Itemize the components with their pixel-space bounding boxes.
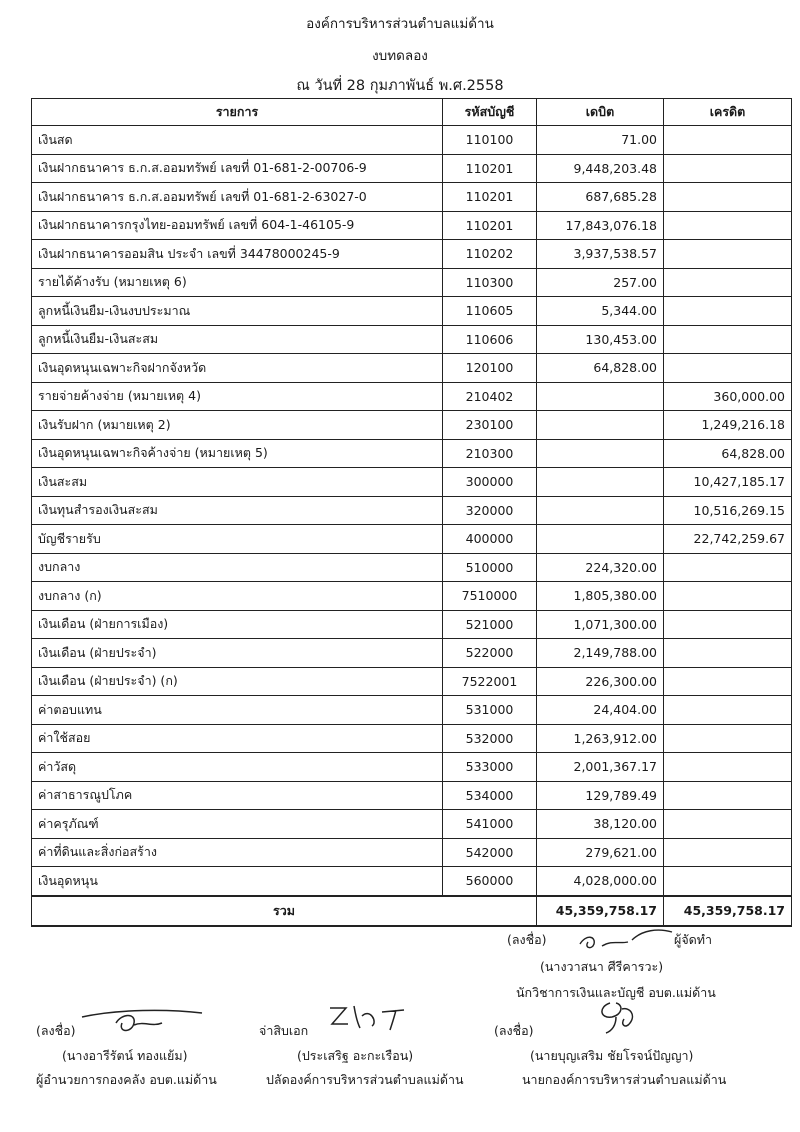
cell-item: ค่าสาธารณูปโภค <box>32 781 443 810</box>
table-row <box>32 753 792 782</box>
table-row <box>32 268 792 297</box>
cell-code: 110202 <box>443 240 537 269</box>
cell-debit: 2,001,367.17 <box>537 753 664 782</box>
cell-debit <box>537 468 664 497</box>
cell-credit <box>664 781 792 810</box>
cell-item: เงินเดือน (ฝ่ายประจำ) (ก) <box>32 667 443 696</box>
cell-item: เงินสด <box>32 126 443 155</box>
cell-credit <box>664 325 792 354</box>
cell-item: รายจ่ายค้างจ่าย (หมายเหตุ 4) <box>32 382 443 411</box>
cell-debit: 5,344.00 <box>537 297 664 326</box>
preparer-sign-suffix: ผู้จัดทำ <box>674 932 713 947</box>
cell-credit <box>664 297 792 326</box>
cell-item: ค่าครุภัณฑ์ <box>32 810 443 839</box>
cell-code: 120100 <box>443 354 537 383</box>
cell-credit: 64,828.00 <box>664 439 792 468</box>
cell-debit <box>537 382 664 411</box>
cell-debit: 2,149,788.00 <box>537 639 664 668</box>
cell-item: ลูกหนี้เงินยืม-เงินสะสม <box>32 325 443 354</box>
cell-credit <box>664 268 792 297</box>
deputy-position: ปลัดองค์การบริหารส่วนตำบลแม่ด้าน <box>266 1072 464 1087</box>
table-row <box>32 496 792 525</box>
cell-debit: 1,071,300.00 <box>537 610 664 639</box>
column-header-code: รหัสบัญชี <box>443 99 537 126</box>
cell-item: ลูกหนี้เงินยืม-เงินงบประมาณ <box>32 297 443 326</box>
cell-credit <box>664 126 792 155</box>
cell-code: 110300 <box>443 268 537 297</box>
table-row <box>32 468 792 497</box>
cell-item: รายได้ค้างรับ (หมายเหตุ 6) <box>32 268 443 297</box>
cell-debit: 224,320.00 <box>537 553 664 582</box>
cell-debit: 226,300.00 <box>537 667 664 696</box>
finance-director-name: (นางอารีรัตน์ ทองแย้ม) <box>62 1048 188 1063</box>
cell-code: 510000 <box>443 553 537 582</box>
cell-item: เงินฝากธนาคาร ธ.ก.ส.ออมทรัพย์ เลขที่ 01-681-2-00706-9 <box>32 154 443 183</box>
cell-code: 110605 <box>443 297 537 326</box>
cell-credit <box>664 724 792 753</box>
table-row <box>32 211 792 240</box>
cell-credit: 10,516,269.15 <box>664 496 792 525</box>
cell-debit <box>537 411 664 440</box>
table-body <box>32 126 792 896</box>
cell-credit <box>664 610 792 639</box>
chief-executive-name: (นายบุญเสริม ชัยโรจน์ปัญญา) <box>530 1048 694 1063</box>
preparer-position: นักวิชาการเงินและบัญชี อบต.แม่ด้าน <box>516 985 716 1000</box>
cell-item: บัญชีรายรับ <box>32 525 443 554</box>
cell-code: 110201 <box>443 154 537 183</box>
total-label: รวม <box>32 896 537 926</box>
cell-credit: 360,000.00 <box>664 382 792 411</box>
cell-credit <box>664 240 792 269</box>
cell-code: 230100 <box>443 411 537 440</box>
cell-code: 521000 <box>443 610 537 639</box>
chief-executive-sign-prefix: (ลงชื่อ) <box>494 1023 534 1038</box>
cell-code: 320000 <box>443 496 537 525</box>
cell-credit <box>664 753 792 782</box>
cell-code: 541000 <box>443 810 537 839</box>
cell-debit: 71.00 <box>537 126 664 155</box>
preparer-signature-image <box>572 922 682 956</box>
column-header-debit: เดบิต <box>537 99 664 126</box>
cell-code: 400000 <box>443 525 537 554</box>
cell-credit <box>664 553 792 582</box>
organization-title: องค์การบริหารส่วนตำบลแม่ด้าน <box>306 16 494 32</box>
cell-item: ค่าวัสดุ <box>32 753 443 782</box>
cell-debit: 38,120.00 <box>537 810 664 839</box>
cell-code: 532000 <box>443 724 537 753</box>
cell-credit <box>664 211 792 240</box>
cell-code: 534000 <box>443 781 537 810</box>
cell-debit: 17,843,076.18 <box>537 211 664 240</box>
table-row <box>32 582 792 611</box>
cell-debit: 687,685.28 <box>537 183 664 212</box>
cell-debit: 1,263,912.00 <box>537 724 664 753</box>
table-row <box>32 724 792 753</box>
table-row <box>32 525 792 554</box>
cell-credit <box>664 183 792 212</box>
table-header-row <box>32 99 792 126</box>
finance-director-signature-image <box>78 1003 208 1039</box>
cell-debit <box>537 496 664 525</box>
cell-debit: 3,937,538.57 <box>537 240 664 269</box>
table-row <box>32 696 792 725</box>
cell-credit <box>664 810 792 839</box>
trial-balance-table <box>31 98 792 927</box>
cell-code: 210300 <box>443 439 537 468</box>
document-title: งบทดลอง <box>372 48 428 64</box>
cell-item: เงินเดือน (ฝ่ายการเมือง) <box>32 610 443 639</box>
column-header-item: รายการ <box>32 99 443 126</box>
cell-item: เงินเดือน (ฝ่ายประจำ) <box>32 639 443 668</box>
cell-code: 110201 <box>443 211 537 240</box>
cell-credit: 22,742,259.67 <box>664 525 792 554</box>
cell-code: 110606 <box>443 325 537 354</box>
preparer-sign-prefix: (ลงชื่อ) <box>507 932 547 947</box>
cell-item: ค่าที่ดินและสิ่งก่อสร้าง <box>32 838 443 867</box>
cell-debit: 4,028,000.00 <box>537 867 664 896</box>
table-row <box>32 411 792 440</box>
cell-item: ค่าใช้สอย <box>32 724 443 753</box>
cell-code: 110201 <box>443 183 537 212</box>
deputy-rank: จ่าสิบเอก <box>259 1023 309 1038</box>
cell-code: 7522001 <box>443 667 537 696</box>
cell-debit: 24,404.00 <box>537 696 664 725</box>
table-row <box>32 553 792 582</box>
cell-item: เงินสะสม <box>32 468 443 497</box>
finance-director-position: ผู้อำนวยการกองคลัง อบต.แม่ด้าน <box>36 1072 217 1087</box>
table-row <box>32 354 792 383</box>
table-row <box>32 154 792 183</box>
table-row <box>32 639 792 668</box>
table-row <box>32 781 792 810</box>
cell-credit <box>664 667 792 696</box>
cell-debit: 279,621.00 <box>537 838 664 867</box>
table-row <box>32 439 792 468</box>
chief-executive-signature-image <box>590 995 650 1037</box>
cell-item: เงินอุดหนุนเฉพาะกิจฝากจังหวัด <box>32 354 443 383</box>
cell-credit: 10,427,185.17 <box>664 468 792 497</box>
table-row <box>32 810 792 839</box>
table-row <box>32 838 792 867</box>
table-row <box>32 867 792 896</box>
column-header-credit: เครดิต <box>664 99 792 126</box>
cell-code: 110100 <box>443 126 537 155</box>
cell-debit: 257.00 <box>537 268 664 297</box>
report-date: ณ วันที่ 28 กุมภาพันธ์ พ.ศ.2558 <box>296 78 504 94</box>
deputy-name: (ประเสริฐ อะกะเรือน) <box>297 1048 414 1063</box>
table-row <box>32 240 792 269</box>
chief-executive-position: นายกองค์การบริหารส่วนตำบลแม่ด้าน <box>522 1072 727 1087</box>
cell-code: 7510000 <box>443 582 537 611</box>
cell-code: 533000 <box>443 753 537 782</box>
cell-debit: 9,448,203.48 <box>537 154 664 183</box>
cell-code: 210402 <box>443 382 537 411</box>
total-row <box>32 896 792 926</box>
total-debit: 45,359,758.17 <box>537 896 664 926</box>
cell-debit <box>537 439 664 468</box>
cell-credit <box>664 582 792 611</box>
total-credit: 45,359,758.17 <box>664 896 792 926</box>
cell-item: เงินอุดหนุนเฉพาะกิจค้างจ่าย (หมายเหตุ 5) <box>32 439 443 468</box>
finance-director-sign-prefix: (ลงชื่อ) <box>36 1023 76 1038</box>
cell-item: งบกลาง (ก) <box>32 582 443 611</box>
cell-code: 560000 <box>443 867 537 896</box>
cell-item: เงินฝากธนาคารออมสิน ประจำ เลขที่ 34478000245-9 <box>32 240 443 269</box>
cell-debit: 129,789.49 <box>537 781 664 810</box>
cell-code: 300000 <box>443 468 537 497</box>
cell-item: เงินทุนสำรองเงินสะสม <box>32 496 443 525</box>
table-row <box>32 610 792 639</box>
table-row <box>32 297 792 326</box>
cell-item: เงินฝากธนาคาร ธ.ก.ส.ออมทรัพย์ เลขที่ 01-681-2-63027-0 <box>32 183 443 212</box>
table-row <box>32 667 792 696</box>
cell-credit <box>664 696 792 725</box>
cell-item: งบกลาง <box>32 553 443 582</box>
cell-credit <box>664 867 792 896</box>
cell-credit <box>664 838 792 867</box>
cell-credit <box>664 154 792 183</box>
cell-item: เงินฝากธนาคารกรุงไทย-ออมทรัพย์ เลขที่ 604-1-46105-9 <box>32 211 443 240</box>
cell-credit <box>664 639 792 668</box>
cell-debit: 64,828.00 <box>537 354 664 383</box>
cell-item: ค่าตอบแทน <box>32 696 443 725</box>
deputy-signature-image <box>326 1002 412 1034</box>
cell-debit: 130,453.00 <box>537 325 664 354</box>
cell-credit: 1,249,216.18 <box>664 411 792 440</box>
table-row <box>32 325 792 354</box>
table-row <box>32 183 792 212</box>
cell-debit <box>537 525 664 554</box>
cell-item: เงินรับฝาก (หมายเหตุ 2) <box>32 411 443 440</box>
table-row <box>32 382 792 411</box>
cell-code: 531000 <box>443 696 537 725</box>
cell-debit: 1,805,380.00 <box>537 582 664 611</box>
cell-code: 542000 <box>443 838 537 867</box>
cell-code: 522000 <box>443 639 537 668</box>
cell-credit <box>664 354 792 383</box>
preparer-name: (นางวาสนา ศีรีคารวะ) <box>540 959 664 974</box>
cell-item: เงินอุดหนุน <box>32 867 443 896</box>
table-row <box>32 126 792 155</box>
